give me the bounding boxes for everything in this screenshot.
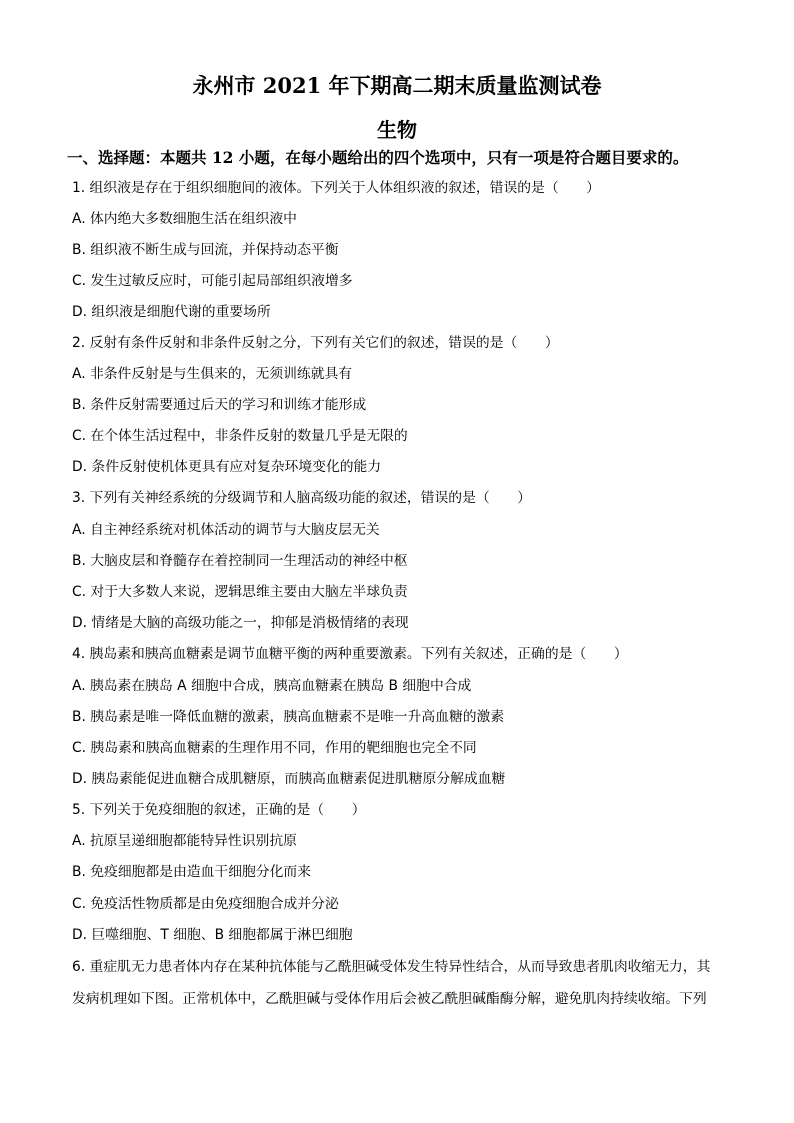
subject-title: 生物 — [377, 118, 417, 142]
question-5-option-c: C. 免疫活性物质都是由免疫细胞合成并分泌 — [72, 896, 339, 912]
question-3-option-a: A. 自主神经系统对机体活动的调节与大脑皮层无关 — [72, 522, 380, 538]
question-4-option-c: C. 胰岛素和胰高血糖素的生理作用不同，作用的靶细胞也完全不同 — [72, 740, 477, 756]
question-1-option-d: D. 组织液是细胞代谢的重要场所 — [72, 304, 271, 320]
question-5-option-b: B. 免疫细胞都是由造血干细胞分化而来 — [72, 864, 311, 880]
question-stem-3: 3. 下列有关神经系统的分级调节和人脑高级功能的叙述，错误的是（ ） — [72, 490, 532, 506]
question-stem-6-line-1: 6. 重症肌无力患者体内存在某种抗体能与乙酰胆碱受体发生特异性结合，从而导致患者肌肉收缩无力，其 — [72, 959, 711, 975]
question-3-option-b: B. 大脑皮层和脊髓存在着控制同一生理活动的神经中枢 — [72, 553, 408, 569]
question-stem-4: 4. 胰岛素和胰高血糖素是调节血糖平衡的两种重要激素。下列有关叙述，正确的是（ ） — [72, 646, 628, 662]
question-5-option-a: A. 抗原呈递细胞都能特异性识别抗原 — [72, 833, 297, 849]
question-2-option-a: A. 非条件反射是与生俱来的，无须训练就具有 — [72, 366, 353, 382]
question-5-option-d: D. 巨噬细胞、T 细胞、B 细胞都属于淋巴细胞 — [72, 927, 353, 943]
question-1-option-b: B. 组织液不断生成与回流，并保持动态平衡 — [72, 242, 339, 258]
question-2-option-c: C. 在个体生活过程中，非条件反射的数量几乎是无限的 — [72, 428, 408, 444]
question-4-option-d: D. 胰岛素能促进血糖合成肌糖原，而胰高血糖素促进肌糖原分解成血糖 — [72, 771, 506, 787]
question-3-option-c: C. 对于大多数人来说，逻辑思维主要由大脑左半球负责 — [72, 584, 408, 600]
question-stem-5: 5. 下列关于免疫细胞的叙述，正确的是（ ） — [72, 802, 366, 818]
question-stem-1: 1. 组织液是存在于组织细胞间的液体。下列关于人体组织液的叙述，错误的是（ ） — [72, 180, 601, 196]
question-stem-2: 2. 反射有条件反射和非条件反射之分，下列有关它们的叙述，错误的是（ ） — [72, 335, 559, 351]
question-stem-6-line-2: 发病机理如下图。正常机体中，乙酰胆碱与受体作用后会被乙酰胆碱酯酶分解，避免肌肉持续收缩。下列 — [72, 991, 707, 1007]
section-heading: 一、选择题：本题共 12 小题，在每小题给出的四个选项中，只有一项是符合题目要求的。 — [67, 148, 689, 167]
question-3-option-d: D. 情绪是大脑的高级功能之一，抑郁是消极情绪的表现 — [72, 615, 409, 631]
question-2-option-d: D. 条件反射使机体更具有应对复杂环境变化的能力 — [72, 459, 382, 475]
question-4-option-a: A. 胰岛素在胰岛 A 细胞中合成，胰高血糖素在胰岛 B 细胞中合成 — [72, 678, 472, 694]
question-4-option-b: B. 胰岛素是唯一降低血糖的激素，胰高血糖素不是唯一升高血糖的激素 — [72, 709, 505, 725]
question-1-option-a: A. 体内绝大多数细胞生活在组织液中 — [72, 211, 297, 227]
question-2-option-b: B. 条件反射需要通过后天的学习和训练才能形成 — [72, 397, 367, 413]
exam-title: 永州市 2021 年下期高二期末质量监测试卷 — [192, 73, 602, 98]
question-1-option-c: C. 发生过敏反应时，可能引起局部组织液增多 — [72, 273, 353, 289]
